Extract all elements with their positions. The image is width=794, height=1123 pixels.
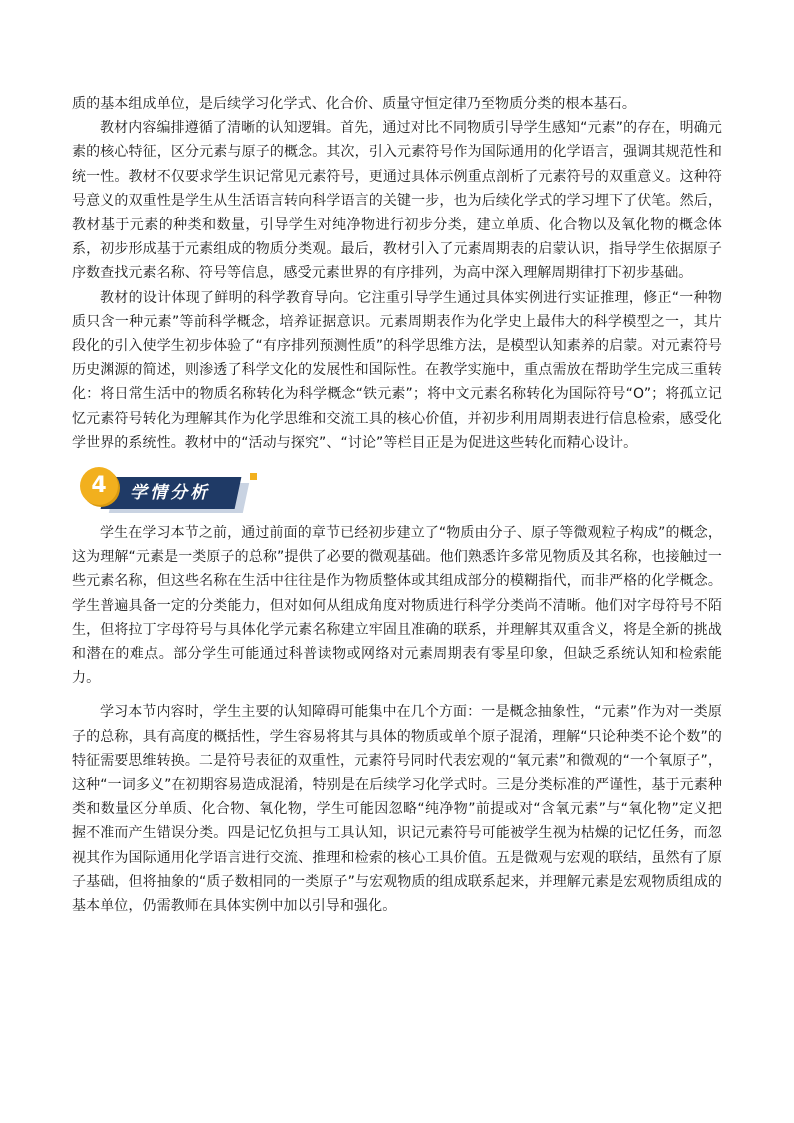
- paragraph-student-background: 学生在学习本节之前，通过前面的章节已经初步建立了“物质由分子、原子等微观粒子构成”的概念，这为理解“元素是一类原子的总称”提供了必要的微观基础。他们熟悉许多常见物质及其名称，也接触过一些元素名称，但这些名称在生活中往往是作为物质整体或其组成部分的模糊指代，而非严格的化学概念。学生普遍具备一定的分类能力，但对如何从组成角度对物质进行科学分类尚不清晰。他们对字母符号不陌生，但将拉丁字母符号与具体化学元素名称建立牢固且准确的联系，并理解其双重含义，将是全新的挑战和潜在的难点。部分学生可能通过科普读物或网络对元素周期表有零星印象，但缺乏系统认知和检索能力。: [72, 525, 722, 687]
- section-number: 4: [91, 473, 107, 499]
- paragraph-cognitive-obstacles: 学习本节内容时，学生主要的认知障碍可能集中在几个方面：一是概念抽象性，“元素”作为对一类原子的总称，具有高度的概括性，学生容易将其与具体的物质或单个原子混淆，理解“只论种类不论个数”的特征需要思维转换。二是符号表征的双重性，元素符号同时代表宏观的“氧元素”和微观的“一个氧原子”，这种“一词多义”在初期容易造成混淆，特别是在后续学习化学式时。三是分类标准的严谨性，基于元素种类和数量区分单质、化合物、氧化物，学生可能因忽略“纯净物”前提或对“含氧元素”与“氧化物”定义把握不准而产生错误分类。四是记忆负担与工具认知，识记元素符号可能被学生视为枯燥的记忆任务，而忽视其作为国际通用化学语言进行交流、推理和检索的核心工具价值。五是微观与宏观的联结，虽然有了原子基础，但将抽象的“质子数相同的一类原子”与宏观物质的组成联系起来，并理解元素是宏观物质组成的基本单位，仍需教师在具体实例中加以引导和强化。: [72, 704, 722, 915]
- section-header: [72, 467, 722, 513]
- paragraph-content-logic: 教材内容编排遵循了清晰的认知逻辑。首先，通过对比不同物质引导学生感知“元素”的存在，明确元素的核心特征，区分元素与原子的概念。其次，引入元素符号作为国际通用的化学语言，强调其规范性和统一性。教材不仅要求学生识记常见元素符号，更通过具体示例重点剖析了元素符号的双重意义。这种符号意义的双重性是学生从生活语言转向科学语言的关键一步，也为后续化学式的学习埋下了伏笔。然后，教材基于元素的种类和数量，引导学生对纯净物进行初步分类，建立单质、化合物以及氧化物的概念体系，初步形成基于元素组成的物质分类观。最后，教材引入了元素周期表的启蒙认识，指导学生依据原子序数查找元素名称、符号等信息，感受元素世界的有序排列，为高中深入理解周期律打下初步基础。: [72, 120, 722, 282]
- paragraph-design-orientation: 教材的设计体现了鲜明的科学教育导向。它注重引导学生通过具体实例进行实证推理，修正“一种物质只含一种元素”等前科学概念，培养证据意识。元素周期表作为化学史上最伟大的科学模型之一，其片段化的引入使学生初步体验了“有序排列预测性质”的科学思维方法，是模型认知素养的启蒙。对元素符号历史渊源的简述，则渗透了科学文化的发展性和国际性。在教学实施中，重点需放在帮助学生完成三重转化：将日常生活中的物质名称转化为科学概念“铁元素”；将中文元素名称转化为国际符号“O”；将孤立记忆元素符号转化为理解其作为化学思维和交流工具的核心价值，并初步利用周期表进行信息检索，感受化学世界的系统性。教材中的“活动与探究”、“讨论”等栏目正是为促进这些转化而精心设计。: [72, 289, 722, 451]
- document-page: [72, 92, 722, 918]
- accent-square: [250, 473, 257, 480]
- section-title: 学情分析: [130, 483, 210, 504]
- paragraph-continuation: 质的基本组成单位，是后续学习化学式、化合价、质量守恒定律乃至物质分类的根本基石。: [72, 96, 636, 112]
